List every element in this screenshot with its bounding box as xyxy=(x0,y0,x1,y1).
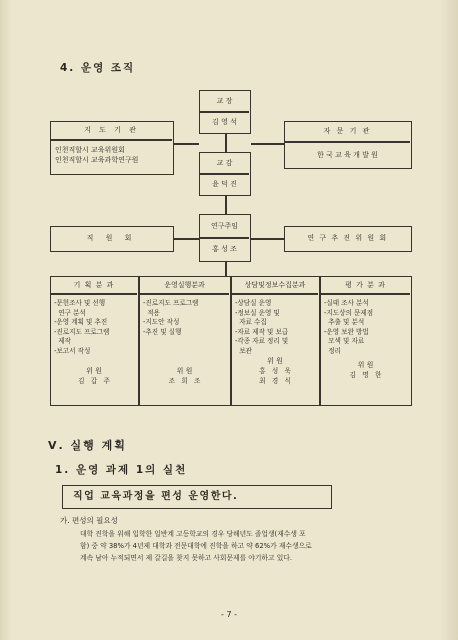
dept-operation-items: -진로지도 프로그램 적용 -지도안 작성 -추진 및 실행 xyxy=(143,299,199,336)
advisory-box xyxy=(284,121,412,169)
dept-evaluation-member-name: 김 명 한 xyxy=(349,371,382,379)
guidance-line1: 인천직할시 교육위원회 xyxy=(55,146,125,154)
para-body: 대학 진학을 위해 입학한 일반계 고등학교의 경우 당해년도 졸업생(재수생 포 함) 중 약 38%가 4년제 대학과 전문대학에 진학을 하고 약 62%가 재수생으로 계속 남아 누적되면서 제 갈길을 찾지 못하고 사회문제를 야기하고 있다. xyxy=(80,530,312,562)
staff-meeting-box xyxy=(50,226,174,252)
dept-counseling xyxy=(231,276,320,406)
dept-counseling-items: -상담실 운영 -정보실 운영 및 자료 수집 -자료 제작 및 보급 -각종 자료 정리 및 보관 xyxy=(235,299,289,355)
dept-evaluation-member-label: 위 원 xyxy=(357,361,374,369)
dept-operation-title: 운영실행분과 xyxy=(164,281,205,289)
research-committee-box xyxy=(284,226,412,252)
dept-evaluation-items: -실태 조사 분석 -지도상의 문제점 추출 및 분석 -운영 보완 방법 모색 및 자료 정리 xyxy=(324,299,374,355)
dept-operation-member-label: 위 원 xyxy=(176,367,193,375)
vice-name: 윤 덕 진 xyxy=(212,180,237,188)
chapter-heading: Ⅴ. 실행 계획 xyxy=(48,439,127,452)
research-lead-title: 연구주임 xyxy=(210,222,239,230)
dept-planning-member-label: 위 원 xyxy=(86,367,102,375)
vice-title: 교 감 xyxy=(216,159,233,167)
task-box-text: 직업 교육과정을 편성 운영한다. xyxy=(73,491,239,502)
dept-counseling-member-name: 홍 성 욱 최 경 식 xyxy=(259,367,291,385)
principal-box xyxy=(199,90,251,134)
dept-planning xyxy=(50,276,139,406)
advisory-body: 한 국 교 육 개 발 원 xyxy=(317,151,378,159)
dept-planning-title: 기 획 분 과 xyxy=(73,281,115,289)
research-committee-label: 연 구 추 진 위 원 회 xyxy=(307,234,388,242)
dept-counseling-member-label: 위 원 xyxy=(267,357,283,365)
research-lead-box xyxy=(199,214,251,262)
task-box xyxy=(62,485,332,509)
guidance-title: 지 도 기 관 xyxy=(84,126,139,134)
page-number: - 7 - xyxy=(221,610,237,619)
principal-title: 교 장 xyxy=(216,97,233,105)
dept-operation-member-name: 조 희 조 xyxy=(168,377,201,385)
principal-name: 김 영 석 xyxy=(212,118,237,126)
dept-planning-member-name: 김 갑 주 xyxy=(78,377,110,385)
dept-evaluation xyxy=(320,276,412,406)
subheading: 1. 운영 과제 1의 실천 xyxy=(55,464,188,476)
section-heading: 4. 운영 조직 xyxy=(60,62,136,74)
staff-meeting-label: 직 원 회 xyxy=(86,234,137,242)
guidance-box xyxy=(50,121,174,175)
research-lead-name: 홍 성 조 xyxy=(212,245,237,253)
dept-planning-items: -문헌조사 및 선행 연구 분석 -운영 계획 및 추진 -진로지도 프로그램 제작 -보고서 작성 xyxy=(54,299,110,355)
dept-evaluation-title: 평 가 분 과 xyxy=(345,281,386,289)
vice-principal-box xyxy=(199,152,251,196)
dept-operation xyxy=(139,276,231,406)
dept-counseling-title: 상담및정보수집분과 xyxy=(244,281,306,289)
para-heading: 가. 편성의 필요성 xyxy=(60,516,118,525)
advisory-title: 자 문 기 관 xyxy=(323,127,372,135)
guidance-line2: 인천직할시 교육과학연구원 xyxy=(55,156,139,164)
